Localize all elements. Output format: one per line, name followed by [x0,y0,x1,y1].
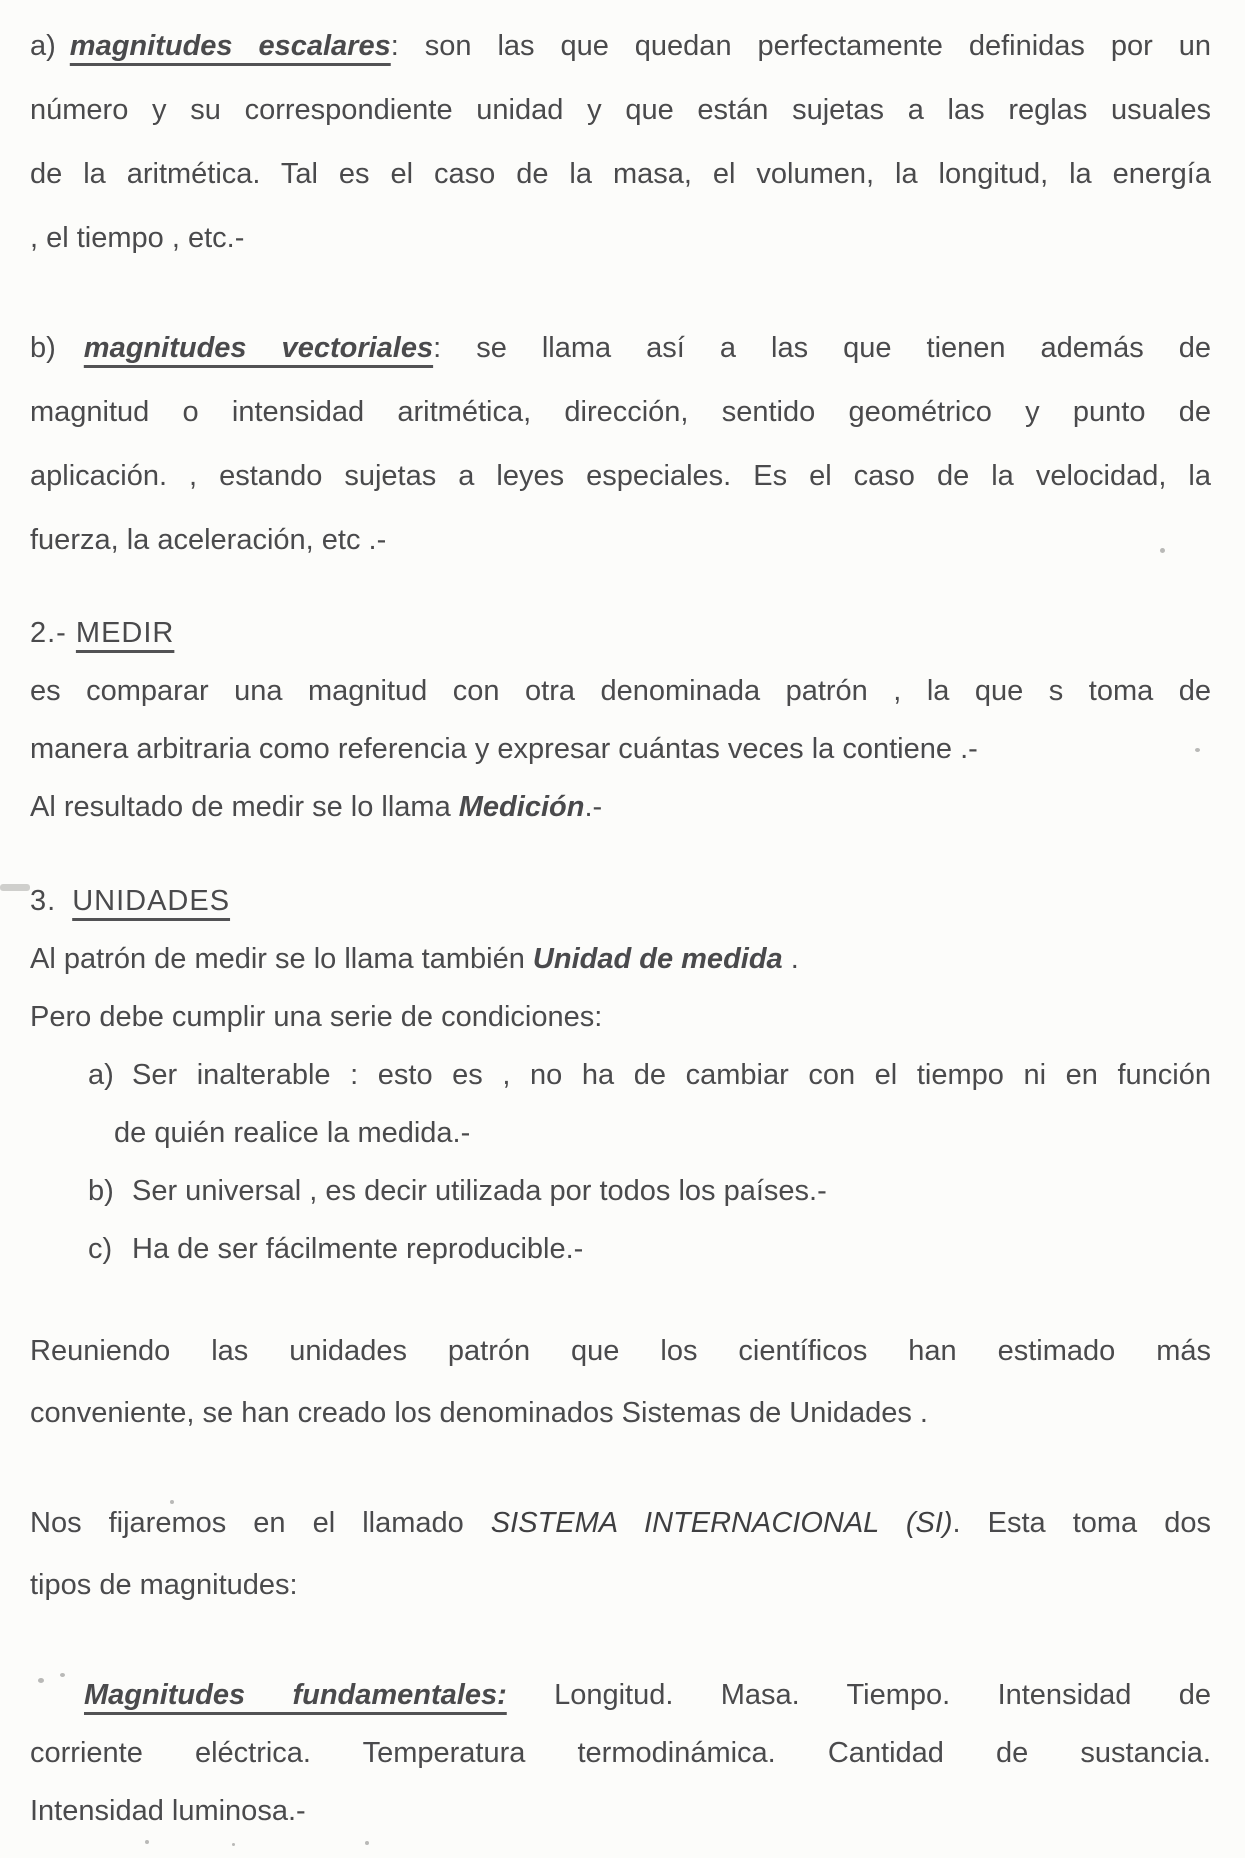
section-title: MEDIR [75,617,175,649]
text-line [30,930,1211,988]
term-magnitudes-escalares: magnitudes escalares [69,30,391,62]
text-segment: : se llama así a las que tienen además de [433,332,1211,364]
scan-speck [145,1840,149,1844]
paragraph-sistemas-de-unidades [30,1320,1211,1444]
text-segment: . Esta toma dos [952,1507,1211,1539]
text-line: número y su correspondiente unidad y que están sujetas a las reglas usuales [30,94,1211,126]
text-line [30,778,1211,836]
paragraph-magnitudes-vectoriales [30,316,1211,572]
text-segment: Nos fijaremos en el llamado [30,1507,491,1539]
list-label: a) [88,1059,114,1091]
section-heading-unidades [30,872,1211,930]
section-title: UNIDADES [72,885,231,917]
text-line: Ser universal , es decir utilizada por todos los países.- [132,1175,827,1207]
section-unidades [30,872,1211,1278]
text-segment: Longitud. Masa. Tiempo. Intensidad de [506,1679,1211,1711]
text-segment: : son las que quedan perfectamente definidas por un [390,30,1211,62]
scan-speck [38,1678,44,1683]
scan-speck [1195,748,1200,752]
scan-speck [1160,548,1165,553]
section-medir [30,604,1211,836]
scan-speck [60,1673,65,1677]
scan-speck [170,1500,174,1504]
term-unidad-de-medida: Unidad de medida [532,943,783,975]
text-line: , el tiempo , etc.- [30,222,245,254]
text-line: Pero debe cumplir una serie de condiciones: [30,1001,603,1033]
text-line: tipos de magnitudes: [30,1569,298,1601]
text-line [30,316,1211,380]
list-label: b) [88,1175,114,1207]
section-number: 2.- [30,617,76,649]
list-label: b) [30,332,56,364]
text-segment: Al patrón de medir se lo llama también [30,943,533,975]
condition-item-b [30,1162,1211,1220]
text-segment: .- [584,791,603,823]
text-line [30,14,1211,78]
paragraph-sistema-internacional [30,1492,1211,1616]
scan-streak [0,884,30,891]
text-line: es comparar una magnitud con otra denominada patrón , la que s toma de [30,675,1211,707]
condition-item-c [30,1220,1211,1278]
text-line: Reuniendo las unidades patrón que los científicos han estimado más [30,1335,1211,1367]
scan-speck [232,1843,235,1846]
text-line: fuerza, la aceleración, etc .- [30,524,387,556]
text-line: Intensidad luminosa.- [30,1795,306,1827]
list-label: c) [88,1233,113,1265]
term-magnitudes-fundamentales: Magnitudes fundamentales: [84,1679,507,1711]
text-line [30,1666,1211,1724]
text-line: Ser inalterable : esto es , no ha de cambiar con el tiempo ni en función [132,1059,1211,1091]
term-sistema-internacional: SISTEMA INTERNACIONAL (SI) [490,1507,953,1539]
text-line: conveniente, se han creado los denominados Sistemas de Unidades . [30,1397,928,1429]
scan-speck [365,1841,369,1845]
text-line: de la aritmética. Tal es el caso de la masa, el volumen, la longitud, la energía [30,158,1211,190]
condition-item-a [30,1046,1211,1104]
text-line [30,1492,1211,1554]
text-segment: Al resultado de medir se lo llama [30,791,459,823]
text-line: magnitud o intensidad aritmética, dirección, sentido geométrico y punto de [30,396,1211,428]
paragraph-magnitudes-escalares [30,14,1211,270]
paragraph-magnitudes-fundamentales [30,1666,1211,1840]
section-number: 3. [30,885,57,917]
section-heading-medir [30,604,1211,662]
text-line: Ha de ser fácilmente reproducible.- [132,1233,584,1265]
term-magnitudes-vectoriales: magnitudes vectoriales [83,332,434,364]
text-line: de quién realice la medida.- [114,1117,471,1149]
text-segment: . [782,943,799,975]
term-medicion: Medición [458,791,585,823]
list-label: a) [30,30,56,62]
text-line: aplicación. , estando sujetas a leyes especiales. Es el caso de la velocidad, la [30,460,1211,492]
text-line: corriente eléctrica. Temperatura termodinámica. Cantidad de sustancia. [30,1737,1211,1769]
text-line: manera arbitraria como referencia y expresar cuántas veces la contiene .- [30,733,978,765]
